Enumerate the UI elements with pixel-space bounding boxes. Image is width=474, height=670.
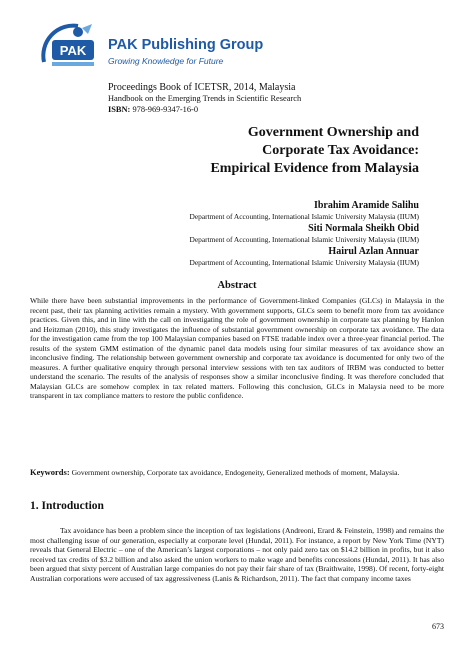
isbn-value: 978-969-9347-16-0 (132, 105, 199, 114)
author-affiliation: Department of Accounting, International Islamic University Malaysia (IIUM) (189, 235, 419, 244)
keywords-text: Government ownership, Corporate tax avoidance, Endogeneity, Generalized methods of moment, Malaysia. (69, 468, 400, 477)
author-name: Siti Normala Sheikh Obid (308, 223, 419, 234)
proceedings-line: Proceedings Book of ICETSR, 2014, Malaysia (108, 82, 296, 93)
isbn-line (108, 104, 301, 115)
section-heading-introduction: 1. Introduction (30, 500, 104, 512)
isbn-label: ISBN: (108, 105, 131, 114)
author-list (59, 200, 419, 269)
page-number: 673 (432, 622, 444, 631)
author-affiliation: Department of Accounting, International Islamic University Malaysia (IIUM) (189, 212, 419, 221)
abstract-body: While there have been substantial improvements in the performance of Government-linked Companies (GLCs) in Malaysia in the recent past, their tax planning activities remain a mystery. With government supports, GLCs seem to benefit more from tax avoidance practices. Given this, and in line with the call on investigating the role of government ownership in corporate tax planning by Hanlon and Heitzman (2010), this study investigates the influence of substantial government ownership on corporate tax avoidance. The data for the investigation came from the top 100 Malaysian companies based on FTSE tradable index over a three-year financial period. The results of the system GMM estimation of the dynamic panel data models using four similar measures of tax avoidance show an inconclusive finding. The relationship between government ownership and corporate tax avoidance is documented for only two of the measures. A further qualitative enquiry through personal interview sessions with ten tax auditors of IRBM was conducted to better understand the scenario. The results of the analysis of responses show a similar inconclusive finding. It was therefore concluded that Malaysian GLCs are somehow complex in tax related matters. Following this conclusion, GLCs in Malaysia need to be more transparent in tax compliance matters to restore the public confidence. (30, 296, 444, 400)
paper-title (59, 124, 419, 178)
handbook-line: Handbook on the Emerging Trends in Scientific Research (108, 94, 302, 103)
keywords (30, 468, 444, 478)
author-name: Hairul Azlan Annuar (328, 246, 419, 257)
title-line-1: Government Ownership and (247, 125, 419, 140)
author-name: Ibrahim Aramide Salihu (313, 200, 419, 211)
abstract-heading: Abstract (217, 280, 257, 291)
keywords-label: Keywords: (30, 467, 70, 477)
author-affiliation: Department of Accounting, International Islamic University Malaysia (IIUM) (189, 258, 419, 267)
publisher-tagline: Growing Knowledge for Future (108, 56, 224, 66)
proceedings-meta (108, 82, 301, 115)
publisher-logo (38, 22, 106, 75)
title-line-2: Corporate Tax Avoidance: (262, 143, 419, 158)
logo-text: PAK (59, 43, 87, 58)
introduction-body: Tax avoidance has been a problem since the inception of tax legislations (Andreoni, Erard & Feinstein, 1998) and remains the most challenging issue of our generation, especially at corporate level (Hundal, 2011). For instance, a report by New York Time (NYT) reveals that General Electric – one of the American’s largest corporations – not only paid zero tax on $14.2 billion in profits, but it also received tax credits of $3.2 billion and also asked the union workers to make wage and benefits concessions (Hundal, 2011). It has also been argued that sixty percent of Australian large companies do not pay their fair share of tax (Braithwaite, 1998). Of recent, forty-eight Australian corporations were accused of tax aggressiveness (Lanis & Richardson, 2011). The fact that company income taxes (30, 526, 444, 583)
publisher-name: PAK Publishing Group (108, 37, 264, 53)
title-line-3: Empirical Evidence from Malaysia (210, 161, 419, 176)
